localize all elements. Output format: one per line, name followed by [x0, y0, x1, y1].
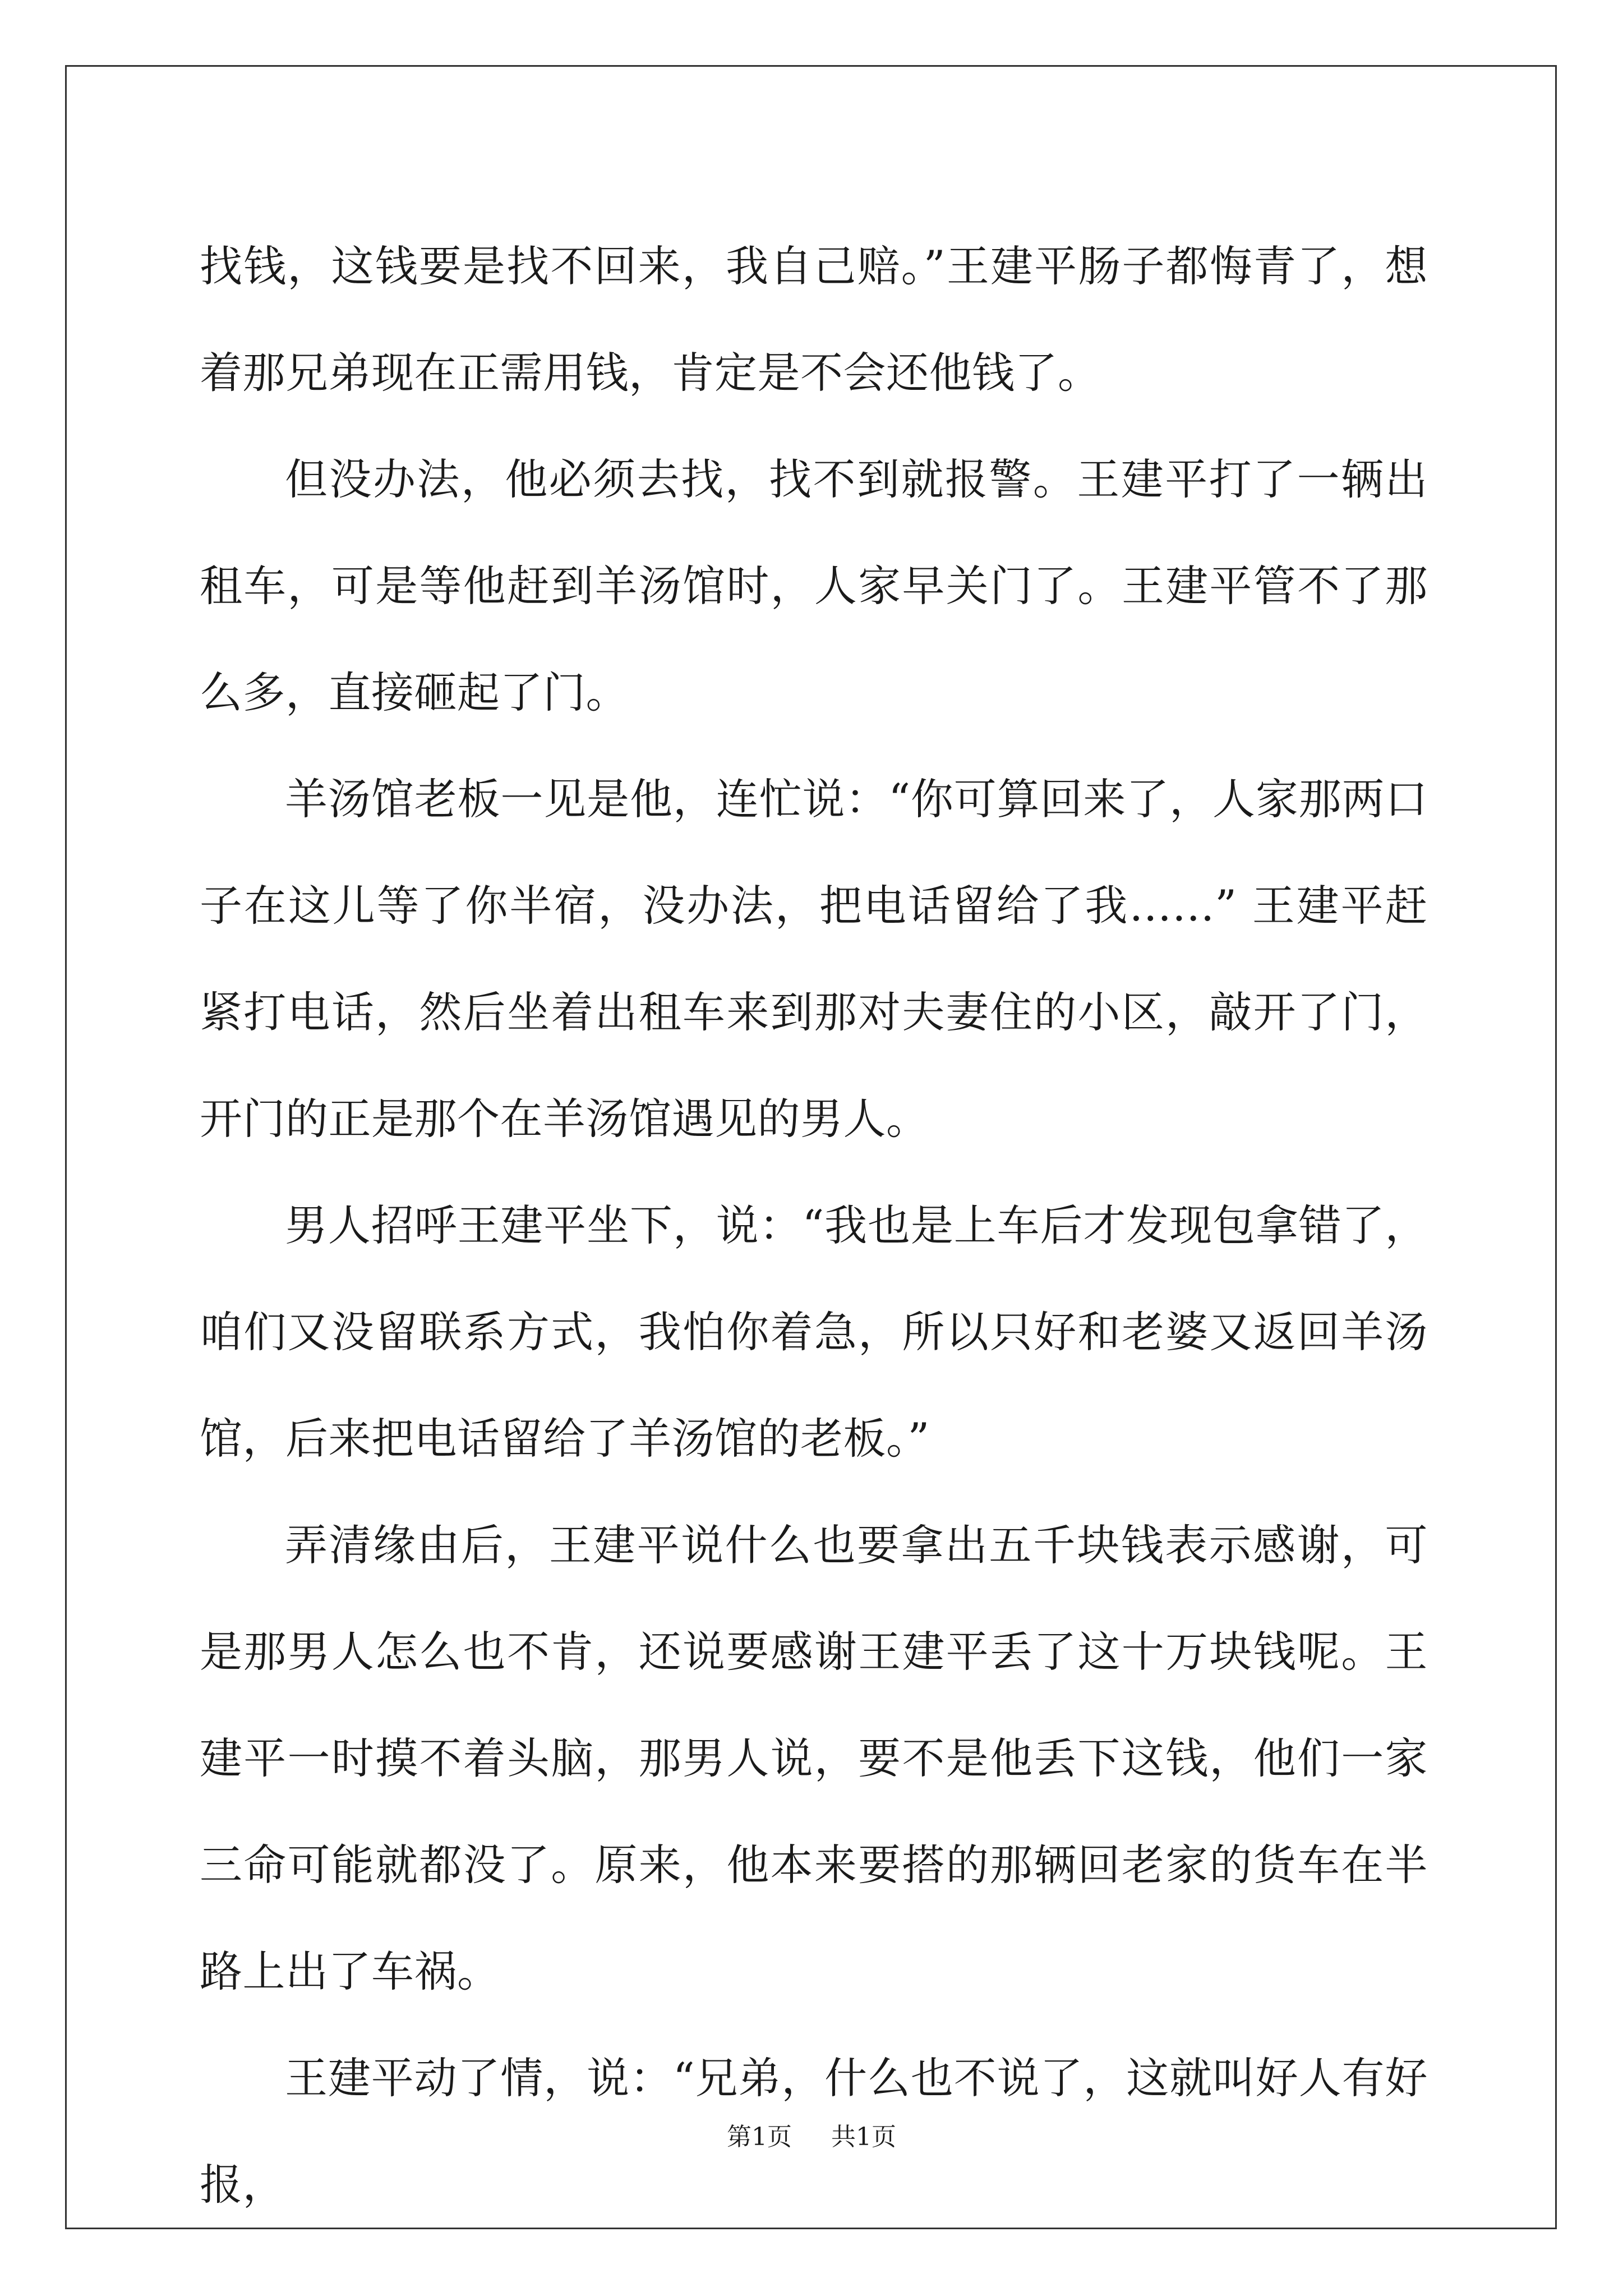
paragraph: 羊汤馆老板一见是他，连忙说：“你可算回来了，人家那两口子在这儿等了你半宿，没办法，把电话留给了我……” 王建平赶紧打电话，然后坐着出租车来到那对夫妻住的小区，敲开了门，开门的正是那个在羊汤馆遇见的男人。 [200, 774, 1428, 1144]
paragraph: 弄清缘由后，王建平说什么也要拿出五千块钱表示感谢，可是那男人怎么也不肯，还说要感谢王建平丢了这十万块钱呢。王建平一时摸不着头脑，那男人说，要不是他丢下这钱，他们一家三命可能就都没了。原来，他本来要搭的那辆回老家的货车在半路上出了车祸。 [200, 1520, 1428, 1996]
page-footer [0, 2120, 1623, 2154]
paragraph: 男人招呼王建平坐下，说：“我也是上车后才发现包拿错了，咱们又没留联系方式，我怕你着急，所以只好和老婆又返回羊汤馆，后来把电话留给了羊汤馆的老板。” [200, 1200, 1428, 1464]
page-total: 共1页 [831, 2123, 896, 2151]
paragraph: 找钱，这钱要是找不回来，我自己赔。”王建平肠子都悔青了，想着那兄弟现在正需用钱，肯定是不会还他钱了。 [200, 241, 1428, 398]
paragraph: 但没办法，他必须去找，找不到就报警。王建平打了一辆出租车，可是等他赶到羊汤馆时，人家早关门了。王建平管不了那么多，直接砸起了门。 [200, 454, 1428, 717]
document-body [200, 213, 1428, 2238]
page-number: 第1页 [727, 2123, 792, 2151]
paragraph: 王建平动了情，说：“兄弟，什么也不说了，这就叫好人有好报， [200, 2053, 1428, 2210]
